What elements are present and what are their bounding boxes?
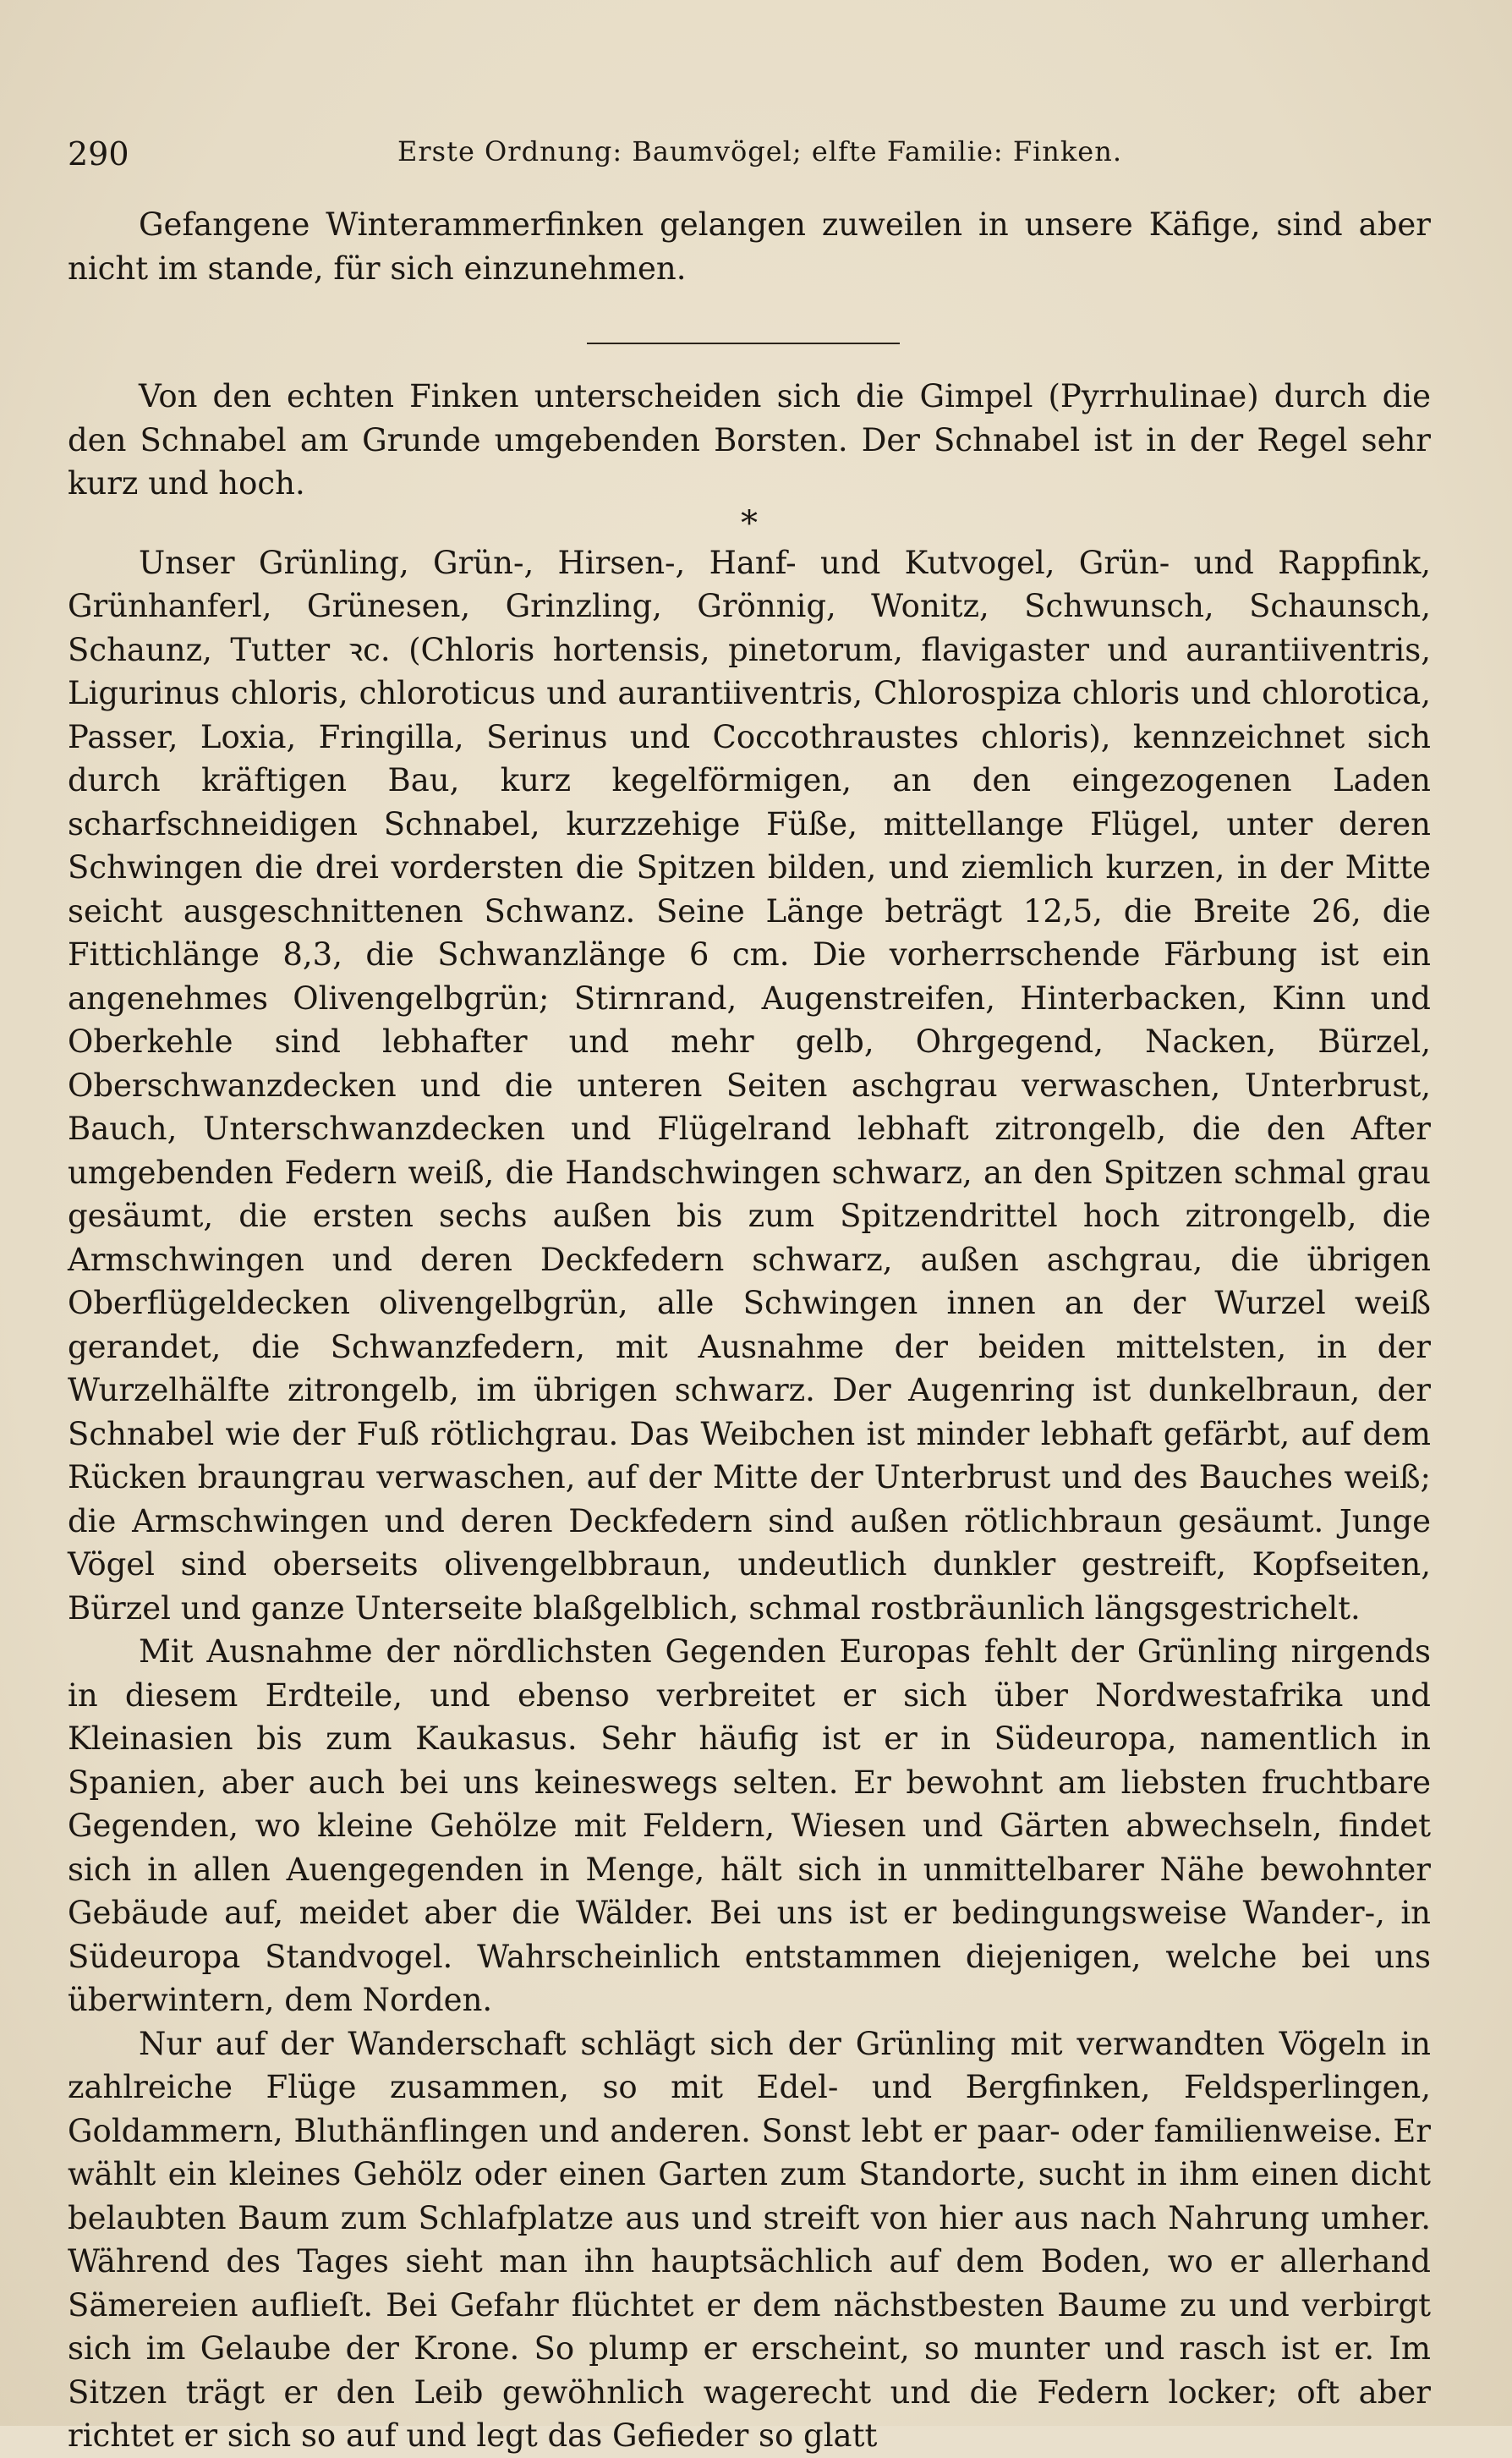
paragraph-gruenling-description: Unser Grünling, Grün-, Hirsen-, Hanf- und Kutvogel, Grün- und Rappfink, Grünhanferl, Grünesen, Grinzling, Grönnig, Wonitz, Schwunsch, Schaunsch, Schaunz, Tutter ꝛc. (Chloris hortensis, pinetorum, flavigaster und aurantiiventris, Ligurinus chloris, chloroticus und aurantiiventris, Chlorospiza chloris und chlorotica, Passer, Loxia, Fringilla, Serinus und Coccothraustes chloris), kennzeichnet sich durch kräftigen Bau, kurz kegelförmigen, an den eingezogenen Laden scharfschneidigen Schnabel, kurzzehige Füße, mittellange Flügel, unter deren Schwingen die drei vordersten die Spitzen bilden, und ziemlich kurzen, in der Mitte seicht ausgeschnittenen Schwanz. Seine Länge beträgt 12,5, die Breite 26, die Fittichlänge 8,3, die Schwanzlänge 6 cm. Die vorherrschende Färbung ist ein angenehmes Olivengelbgrün; Stirnrand, Augenstreifen, Hinterbacken, Kinn und Oberkehle sind lebhafter und mehr gelb, Ohrgegend, Nacken, Bürzel, Oberschwanzdecken und die unteren Seiten aschgrau verwaschen, Unterbrust, Bauch, Unterschwanzdecken und Flügelrand lebhaft zitrongelb, die den After umgebenden Federn weiß, die Handschwingen schwarz, an den Spitzen schmal grau gesäumt, die ersten sechs außen bis zum Spitzendrittel hoch zitrongelb, die Armschwingen und deren Deckfedern schwarz, außen aschgrau, die übrigen Oberflügeldecken olivengelbgrün, alle Schwingen innen an der Wurzel weiß gerandet, die Schwanzfedern, mit Ausnahme der beiden mittelsten, in der Wurzelhälfte zitrongelb, im übrigen schwarz. Der Augenring ist dunkelbraun, der Schnabel wie der Fuß rötlichgrau. Das Weibchen ist minder lebhaft gefärbt, auf dem Rücken braungrau verwaschen, auf der Mitte der Unterbrust und des Bauches weiß; die Armschwingen und deren Deckfedern sind außen rötlichbraun gesäumt. Junge Vögel sind oberseits olivengelbbraun, undeutlich dunkler gestreift, Kopfseiten, Bürzel und ganze Unterseite blaßgelblich, schmal rostbräunlich längsgestrichelt. [68,544,1431,1627]
running-title: Erste Ordnung: Baumvögel; elfte Familie: Finken. [397,135,1123,167]
paragraph-gimpel: Von den echten Finken unterscheiden sich die Gimpel (Pyrrhulinae) durch die den Schnabel am Grunde umgebenden Borsten. Der Schnabel ist in der Regel sehr kurz und hoch. [68,378,1431,502]
page-header [68,135,1436,186]
divider-line [587,343,900,344]
paragraph-gruenling-distribution: Mit Ausnahme der nördlichsten Gegenden Europas fehlt der Grünling nirgends in diesem Erdteile, und ebenso verbreitet er sich über Nordwestafrika und Kleinasien bis zum Kaukasus. Sehr häufig ist er in Südeuropa, namentlich in Spanien, aber auch bei uns keineswegs selten. Er bewohnt am liebsten fruchtbare Gegenden, wo kleine Gehölze mit Feldern, Wiesen und Gärten abwechseln, findet sich in allen Auengegenden in Menge, hält sich in unmittelbarer Nähe bewohnter Gebäude auf, meidet aber die Wälder. Bei uns ist er bedingungsweise Wander-, in Südeuropa Standvogel. Wahrscheinlich entstammen diejenigen, welche bei uns überwintern, dem Norden. [68,1633,1431,2018]
page-number: 290 [68,135,129,173]
paragraph-winterammerfinken: Gefangene Winterammerfinken gelangen zuweilen in unsere Käfige, sind aber nicht im stande, für sich einzunehmen. [68,206,1431,287]
body-text [68,203,1431,2458]
asterisk-separator: * [741,503,758,543]
paragraph-gruenling-behaviour: Nur auf der Wanderschaft schlägt sich der Grünling mit verwandten Vögeln in zahlreiche Flüge zusammen, so mit Edel- und Bergfinken, Feldsperlingen, Goldammern, Bluthänflingen und anderen. Sonst lebt er paar- oder familienweise. Er wählt ein kleines Gehölz oder einen Garten zum Standorte, sucht in ihm einen dicht belaubten Baum zum Schlafplatze aus und streift von hier aus nach Nahrung umher. Während des Tages sieht man ihn hauptsächlich auf dem Boden, wo er allerhand Sämereien auflieſt. Bei Gefahr flüchtet er dem nächstbesten Baume zu und verbirgt sich im Gelaube der Krone. So plump er erscheint, so munter und rasch ist er. Im Sitzen trägt er den Leib gewöhnlich wagerecht und die Federn locker; oft aber richtet er sich so auf und legt das Gefieder so glatt [68,2025,1431,2454]
section-divider [68,290,1431,375]
